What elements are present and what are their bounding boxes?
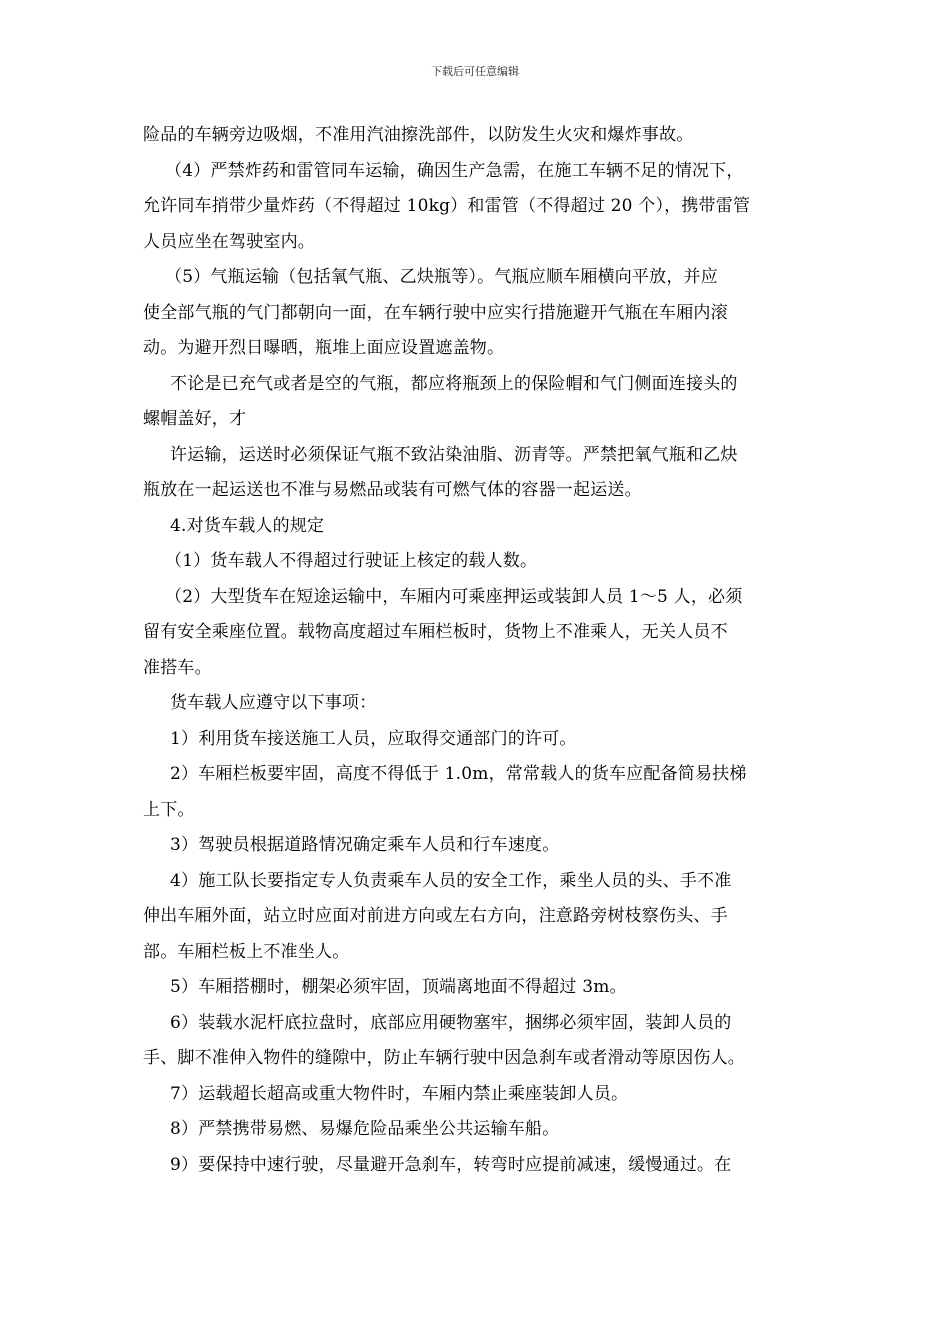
text-line: 伸出车厢外面，站立时应面对前进方向或左右方向，注意路旁树枝察伤头、手 — [143, 906, 728, 926]
text-line: 留有安全乘座位置。载物高度超过车厢栏板时，货物上不准乘人，无关人员不 — [143, 622, 728, 642]
list-item: 3）驾驶员根据道路情况确定乘车人员和行车速度。 — [170, 835, 560, 855]
text-line: 部。车厢栏板上不准坐人。 — [143, 941, 350, 962]
section-heading: 4.对货车载人的规定 — [170, 515, 325, 536]
list-item: 6）装载水泥杆底拉盘时，底部应用硬物塞牢，捆绑必须牢固，装卸人员的 — [170, 1012, 732, 1033]
text-line: （2）大型货车在短途运输中，车厢内可乘座押运或装卸人员 1～5 人，必须 — [165, 586, 743, 607]
list-item: 9）要保持中速行驶，尽量避开急刹车，转弯时应提前减速，缓慢通过。在 — [170, 1154, 732, 1175]
text-line: （1）货车载人不得超过行驶证上核定的载人数。 — [165, 551, 538, 571]
list-item: 4）施工队长要指定专人负责乘车人员的安全工作，乘坐人员的头、手不准 — [170, 870, 732, 891]
text-line: 瓶放在一起运送也不准与易燃品或装有可燃气体的容器一起运送。 — [143, 480, 642, 500]
list-item: 2）车厢栏板要牢固，高度不得低于 1.0m，常常载人的货车应配备简易扶梯 — [170, 764, 747, 784]
text-line: 允许同车捎带少量炸药（不得超过 10kg）和雷管（不得超过 20 个），携带雷管 — [143, 196, 751, 216]
list-item: 1）利用货车接送施工人员，应取得交通部门的许可。 — [170, 728, 577, 749]
text-line: 上下。 — [143, 799, 195, 820]
list-item: 5）车厢搭棚时，棚架必须牢固，顶端离地面不得超过 3m。 — [170, 977, 627, 997]
page-header: 下载后可任意编辑 — [431, 65, 519, 78]
text-line: 不论是已充气或者是空的气瓶，都应将瓶颈上的保险帽和气门侧面连接头的 — [170, 373, 738, 394]
text-line: 准搭车。 — [143, 657, 212, 678]
document-body — [143, 118, 813, 1183]
text-line: 许运输，运送时必须保证气瓶不致沾染油脂、沥青等。严禁把氧气瓶和乙炔 — [170, 444, 738, 465]
text-line: 人员应坐在驾驶室内。 — [143, 231, 315, 252]
list-item: 8）严禁携带易燃、易爆危险品乘坐公共运输车船。 — [170, 1119, 560, 1139]
text-line: 货车载人应遵守以下事项： — [170, 693, 377, 713]
text-line: 螺帽盖好，才 — [143, 409, 247, 429]
text-line: （5）气瓶运输（包括氧气瓶、乙炔瓶等）。气瓶应顺车厢横向平放，并应 — [165, 267, 718, 287]
text-line: 险品的车辆旁边吸烟，不准用汽油擦洗部件，以防发生火灾和爆炸事故。 — [143, 125, 694, 145]
text-line: 使全部气瓶的气门都朝向一面，在车辆行驶中应实行措施避开气瓶在车厢内滚 — [143, 302, 728, 323]
list-item: 7）运载超长超高或重大物件时，车厢内禁止乘座装卸人员。 — [170, 1083, 629, 1104]
text-line: 动。为避开烈日曝晒，瓶堆上面应设置遮盖物。 — [143, 338, 505, 358]
text-line: （4）严禁炸药和雷管同车运输，确因生产急需，在施工车辆不足的情况下， — [165, 160, 744, 181]
text-line: 手、脚不准伸入物件的缝隙中，防止车辆行驶中因急刹车或者滑动等原因伤人。 — [143, 1048, 745, 1068]
